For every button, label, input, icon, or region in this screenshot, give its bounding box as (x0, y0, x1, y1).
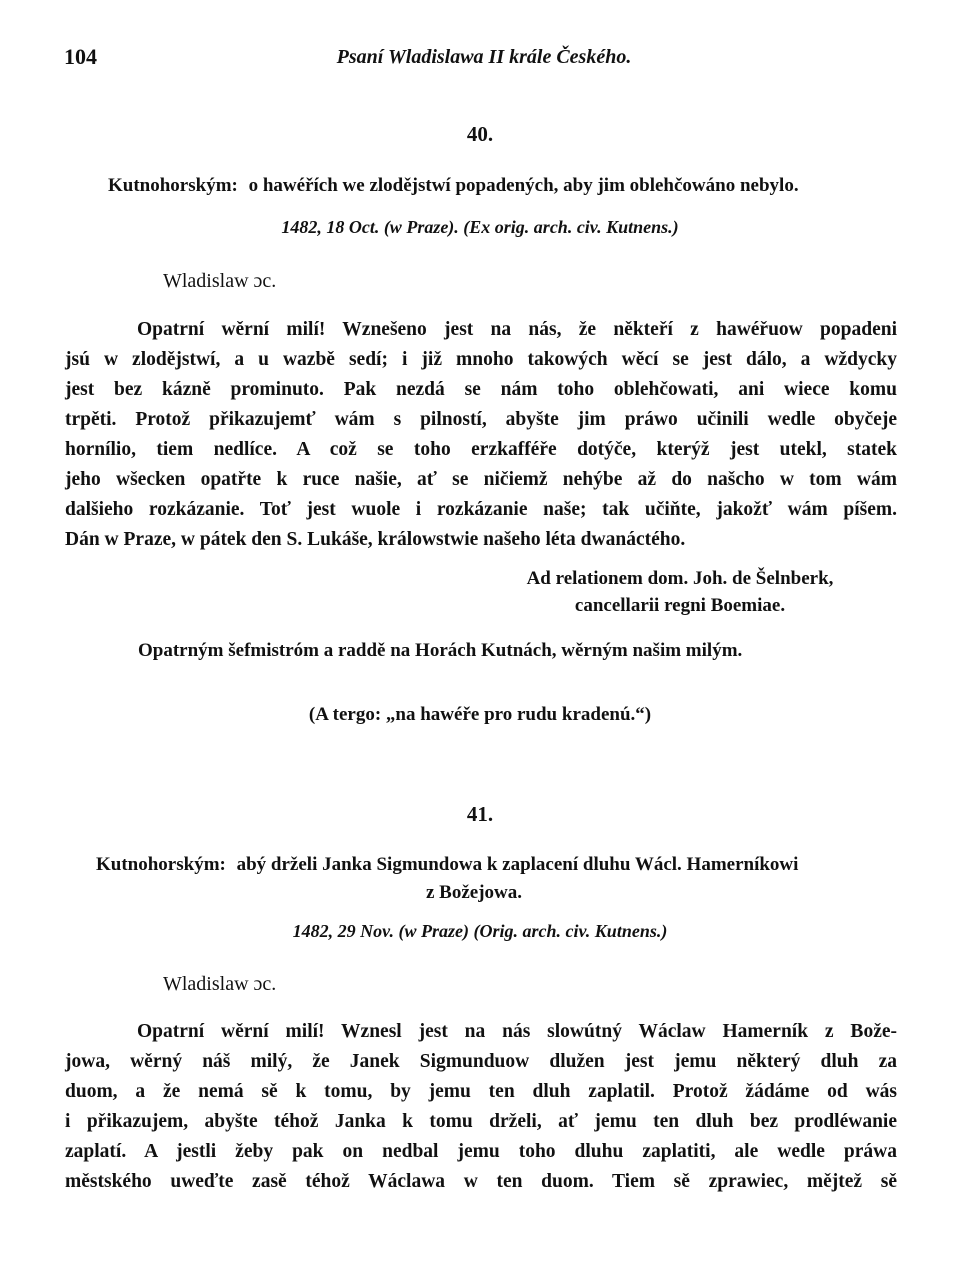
summary-text: abý drželi Janka Sigmundowa k zaplacení dluhu Wácl. Hamerníkowi (236, 854, 799, 875)
signature-line: cancellarii regni Boemiae. (574, 595, 786, 616)
dateline: 1482, 29 Nov. (w Praze) (Orig. arch. civ. Kutnens.) (292, 921, 668, 941)
body-line: Opatrní wěrní milí! Wznesl jest na nás slowútný Wáclaw Hamerník z Bože- (137, 1021, 897, 1042)
signature (500, 565, 860, 619)
body-line: zaplatí. A jestli žeby pak on nedbal jemu toho dluhu zaplatiti, ale wedle práwa (65, 1141, 897, 1162)
greeting: Wladislaw ɔc. (163, 270, 277, 292)
page-number: 104 (64, 44, 97, 69)
letter-body (65, 315, 897, 555)
body-line: dalšieho rozkázanie. Toť jest wuole i rozkázanie naše; tak učiňte, jakožť wám píšem. (65, 499, 897, 520)
letter-number: 41. (466, 802, 494, 826)
address-line: Opatrným šefmistróm a raddě na Horách Kutnách, wěrným našim milým. (138, 640, 743, 661)
letter-number: 40. (466, 122, 494, 146)
recipient: Kutnohorským: (96, 854, 226, 875)
letter-summary (108, 172, 868, 200)
body-line: duom, a že nemá sě k tomu, by jemu ten dluh zaplatil. Protož žádáme od wás (65, 1081, 897, 1102)
body-line: jowa, wěrný náš milý, že Janek Sigmunduow dlužen jest jemu některý dluh za (65, 1051, 897, 1072)
greeting: Wladislaw ɔc. (163, 973, 277, 995)
tergo-note: (A tergo: „na hawéře pro rudu kradenú.“) (308, 704, 652, 725)
dateline: 1482, 18 Oct. (w Praze). (Ex orig. arch. civ. Kutnens.) (281, 217, 679, 237)
body-line: hornílio, tiem nedlíce. A což se toho erzkafféře dotýče, kterýž jest utekl, statek (65, 439, 897, 460)
letter-body (65, 1017, 897, 1197)
body-line: Opatrní wěrní milí! Wznešeno jest na nás, že někteří z hawéřuow popadeni (137, 319, 897, 340)
summary-text: o hawéřích we zlodějstwí popadených, aby jim oblehčowáno nebylo. (248, 175, 799, 196)
running-head (64, 44, 904, 74)
signature-line: Ad relationem dom. Joh. de Šelnberk, (526, 568, 834, 589)
recipient: Kutnohorským: (108, 175, 238, 196)
body-line: jeho wšecken opatřte k ruce našie, ať se ničiemž nehýbe až do našcho w tom wám (65, 469, 897, 490)
letter-summary (96, 851, 886, 907)
running-title: Psaní Wladislawa II krále Českého. (336, 46, 632, 68)
body-line: městského uweďte zasě téhož Wáclawa w ten duom. Tiem sě zprawiec, mějtež sě (65, 1171, 897, 1192)
body-line: i přikazujem, abyšte téhož Janka k tomu drželi, ať jemu ten dluh bez prodléwanie (65, 1111, 897, 1132)
body-line: jest bez kázně prominuto. Pak nezdá se nám toho oblehčowati, ani wiece komu (65, 379, 897, 400)
body-line: jsú w zlodějstwí, a u wazbě sedí; i již mnoho takowých wěcí se jest dálo, a wždycky (65, 349, 897, 370)
body-line: trpěti. Protož přikazujemť wám s pilností, abyšte jim práwo učinili wedle obyčeje (65, 409, 897, 430)
body-line: Dán w Praze, w pátek den S. Lukáše, králowstwie našeho léta dwanáctého. (65, 529, 686, 550)
summary-text: z Božejowa. (426, 882, 523, 903)
